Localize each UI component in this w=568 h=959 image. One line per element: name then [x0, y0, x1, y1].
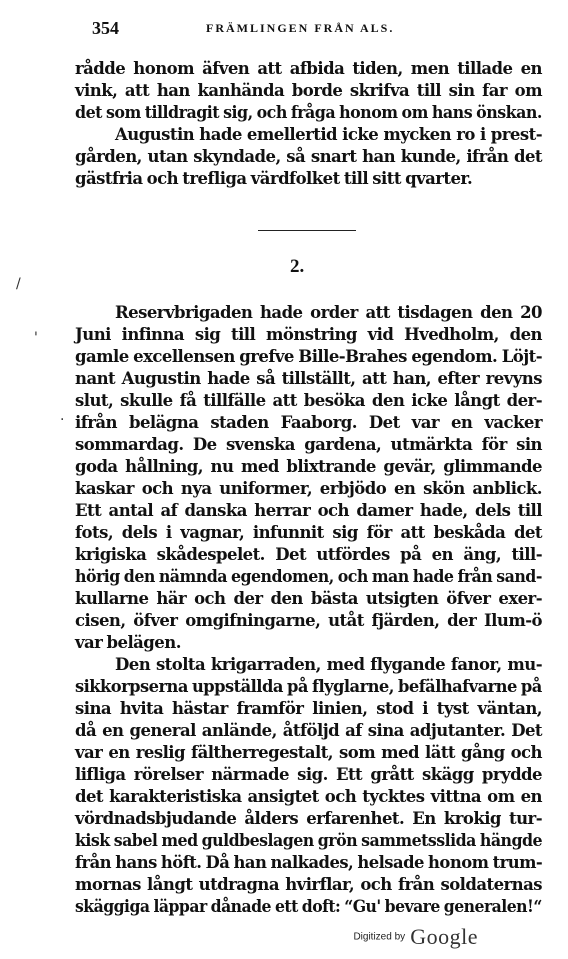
text-line: Juni infinna sig till mönstring vid Hvedholm, den [75, 325, 542, 344]
text-line: hörig den nämnda egendomen, och man hade från sand- [75, 567, 542, 586]
text-line: kullarne här och der den bästa utsigten öfver exer- [75, 589, 542, 608]
running-head [92, 18, 542, 42]
text-line: slut, skulle få tillfälle att besöka den icke långt der- [75, 391, 542, 410]
text-line: då en general anlände, åtföljd af sina adjutanter. Det [75, 721, 542, 740]
running-title: FRÄMLINGEN FRÅN ALS. [206, 21, 395, 35]
text-line: kisk sabel med guldbeslagen grön sammetsslida hängde [75, 831, 543, 850]
margin-mark: / [16, 276, 21, 292]
text-line: lifliga rörelser närmade sig. Ett grått skägg prydde [75, 765, 542, 784]
margin-mark: ' [34, 330, 38, 346]
text-line: nant Augustin hade så tillställt, att han, efter revyns [75, 369, 542, 388]
text-line: skäggiga läppar dånade ett doft: “Gu' bevare generalen!“ [75, 897, 542, 916]
text-line: gamle excellensen grefve Bille-Brahes egendom. Löjt- [75, 347, 542, 366]
text-line: fots, dels i vagnar, infunnit sig för att beskåda det [75, 523, 542, 542]
text-line: krigiska skådespelet. Det utfördes på en äng, till- [75, 545, 542, 564]
text-line: mornas långt utdragna hvirflar, och från soldaternas [75, 875, 542, 894]
text-line: cisen, öfver omgifningarne, utåt fjärden, der Ilum-ö [75, 611, 542, 630]
text-line: sommardag. De svenska gardena, utmärkta för sin [75, 435, 542, 454]
section-number: 2. [290, 256, 305, 277]
text-line: sikkorpserna uppställda på flyglarne, befälhafvarne på [75, 677, 542, 696]
text-line: från hans höft. Då han nalkades, helsade honom trum- [75, 853, 543, 872]
text-line: det karakteristiska ansigtet och tycktes vittna om en [75, 787, 542, 806]
text-line: var belägen. [75, 633, 181, 652]
text-line: vink, att han kanhända borde skrifva till sin far om [75, 81, 542, 100]
text-line: goda hållning, nu med blixtrande gevär, glimmande [75, 457, 542, 476]
text-line: vördnadsbjudande ålders erfarenhet. En krokig tur- [75, 809, 542, 828]
text-line: kaskar och nya uniformer, erbjödo en skön anblick. [75, 479, 542, 498]
text-line: rådde honom äfven att afbida tiden, men tillade en [75, 59, 542, 78]
section-divider [258, 230, 356, 231]
text-line: Ett antal af danska herrar och damer hade, dels till [75, 501, 542, 520]
text-line: gästfria och trefliga värdfolket till sitt qvarter. [75, 169, 473, 188]
text-line: sina hvita hästar framför linien, stod i tyst väntan, [75, 699, 542, 718]
margin-mark: · [60, 412, 65, 428]
text-line: ifrån belägna staden Faaborg. Det var en vacker [75, 413, 542, 432]
digitized-by-google-watermark [353, 924, 478, 954]
text-line: det som tilldragit sig, och fråga honom om hans önskan. [75, 103, 542, 122]
digitized-label: Digitized by [353, 931, 406, 943]
page-number: 354 [92, 18, 119, 38]
google-logo: Google [410, 924, 478, 949]
text-line: Augustin hade emellertid icke mycken ro i prest- [115, 125, 542, 144]
text-line: Reservbrigaden hade order att tisdagen den 20 [115, 303, 542, 322]
text-line: Den stolta krigarraden, med flygande fanor, mu- [115, 655, 542, 674]
text-line: var en reslig fältherregestalt, som med lätt gång och [75, 743, 542, 762]
text-line: gården, utan skyndade, så snart han kunde, ifrån det [75, 147, 542, 166]
